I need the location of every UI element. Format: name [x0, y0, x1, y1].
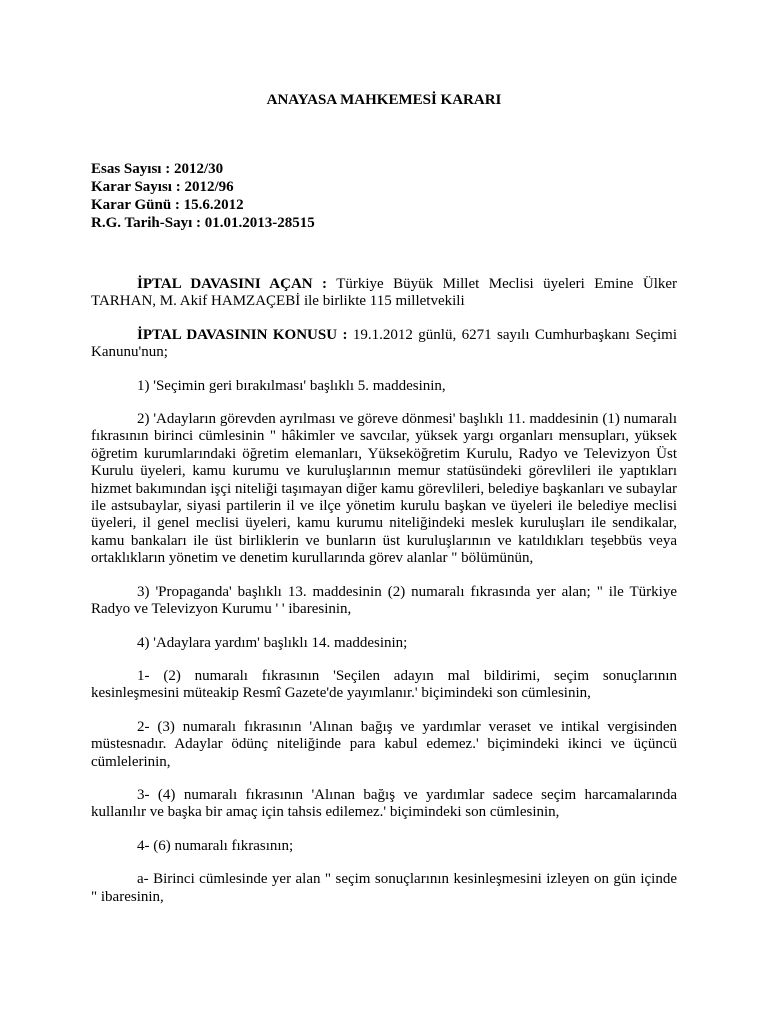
karar-sayisi: Karar Sayısı : 2012/96 [91, 179, 234, 195]
paragraph-subitem-4a: a- Birinci cümlesinde yer alan " seçim sonuçlarının kesinleşmesini izleyen on gün içinde " ibaresinin, [91, 871, 677, 905]
paragraph-item-2: 2) 'Adayların görevden ayrılması ve göreve dönmesi' başlıklı 11. maddesinin (1) numaralı fıkrasının birinci cümlesinin " hâkimler ve savcılar, yüksek yargı organları mensupları, yüksek öğretim kurumlarındaki öğretim elemanları, Yükseköğretim Kurulu, Radyo ve Televizyon Üst Kurulu üyeleri, kamu kurumu ve kuruluşlarının memur statüsündeki görevlileri ile yaptıkları hizmet bakımından işçi niteliği taşımayan diğer kamu görevlileri, belediye başkanları ve subaylar ile astsubaylar, siyasi partilerin il ve ilçe yönetim kurulu başkan ve üyeleri ile belediye meclisi üyeleri, il genel meclisi üyeleri, kamu kurumu niteliğindeki meslek kuruluşları ile sendikalar, kamu bankaları ile üst birliklerin ve bunların üst kuruluşlarının ve katıldıkları teşebbüs veya ortaklıkların yönetim ve denetim kurullarında görev alanlar " bölümünün, [91, 411, 677, 567]
label-iptal-davasinin-konusu: İPTAL DAVASININ KONUSU : [137, 326, 348, 343]
label-iptal-davasini-acan: İPTAL DAVASINI AÇAN : [137, 276, 328, 292]
text-iptal-davasinin-konusu: 19.1.2012 günlü, 6271 sayılı Cumhurbaşkanı Seçimi Kanunu'nun; [91, 326, 677, 361]
document-body [91, 276, 677, 922]
paragraph-subitem-2: 2- (3) numaralı fıkrasının 'Alınan bağış ve yardımlar veraset ve intikal vergisinden müstesnadır. Adaylar ödünç niteliğinde para kabul edemez.' biçimindeki ikinci ve üçüncü cümlelerinin, [91, 718, 677, 770]
paragraph-iptal-davasinin-konusu [91, 327, 677, 362]
paragraph-item-3: 3) 'Propaganda' başlıklı 13. maddesinin (2) numaralı fıkrasında yer alan; " ile Türkiye Radyo ve Televizyon Kurumu ' ' ibaresinin, [91, 583, 677, 618]
karar-gunu: Karar Günü : 15.6.2012 [91, 197, 244, 213]
paragraph-subitem-1: 1- (2) numaralı fıkrasının 'Seçilen adayın mal bildirimi, seçim sonuçlarının kesinleşmesini müteakip Resmî Gazete'de yayımlanır.' biçimindeki son cümlesinin, [91, 667, 677, 702]
text-iptal-davasini-acan: Türkiye Büyük Millet Meclisi üyeleri Emine Ülker TARHAN, M. Akif HAMZAÇEBİ ile birlikte 115 milletvekili [91, 276, 678, 310]
paragraph-item-1: 1) 'Seçimin geri bırakılması' başlıklı 5. maddesinin, [137, 377, 446, 394]
decision-metadata [91, 160, 315, 232]
rg-tarih-sayi: R.G. Tarih-Sayı : 01.01.2013-28515 [91, 215, 315, 231]
document-title: ANAYASA MAHKEMESİ KARARI [266, 92, 502, 108]
paragraph-item-4: 4) 'Adaylara yardım' başlıklı 14. maddesinin; [137, 634, 408, 651]
paragraph-subitem-3: 3- (4) numaralı fıkrasının 'Alınan bağış ve yardımlar sadece seçim harcamalarında kullanılır ve başka bir amaç için tahsis edilemez.' biçimindeki son cümlesinin, [91, 786, 677, 821]
paragraph-iptal-davasini-acan [91, 276, 677, 311]
paragraph-subitem-4: 4- (6) numaralı fıkrasının; [137, 837, 294, 854]
esas-sayisi: Esas Sayısı : 2012/30 [91, 161, 224, 177]
